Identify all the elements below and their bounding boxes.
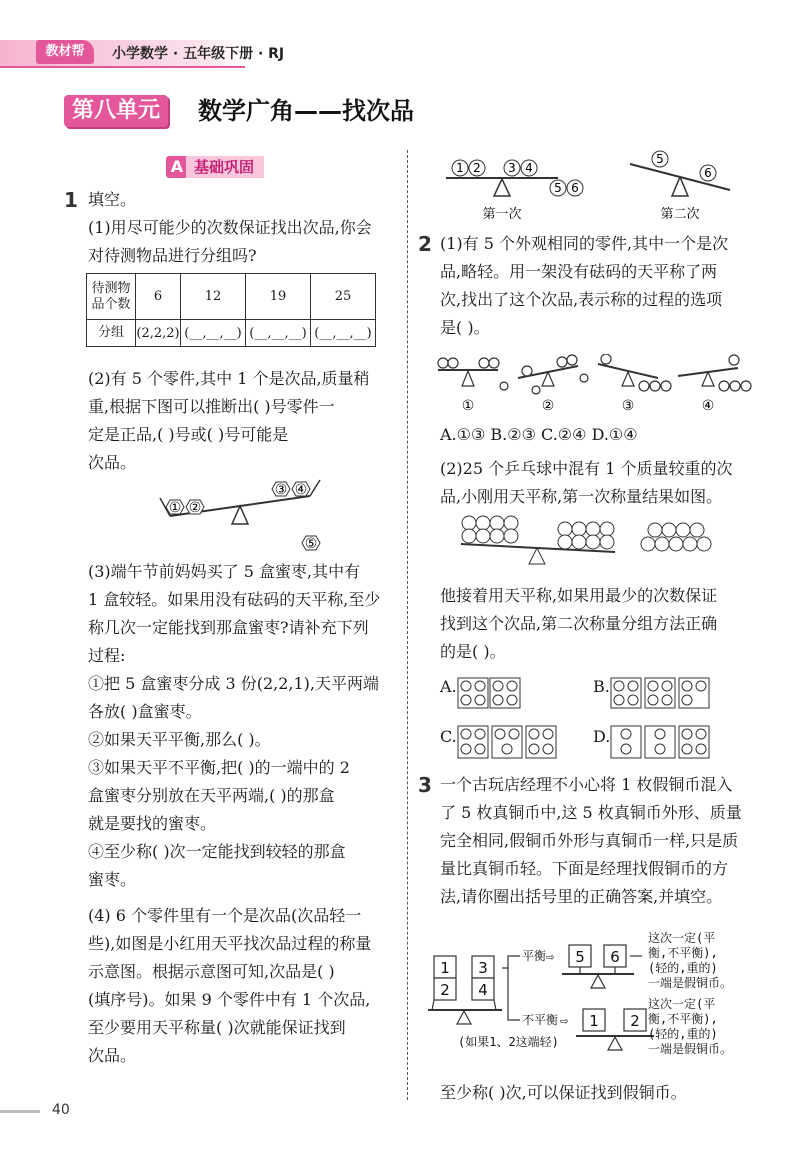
table-cell: 19: [246, 274, 311, 320]
svg-text:衡,不平衡),: 衡,不平衡),: [648, 946, 718, 960]
svg-text:3: 3: [508, 161, 516, 175]
q2-part2: [440, 459, 732, 507]
text-line: 次品。: [88, 1046, 137, 1065]
table-cell: (2,2,2): [136, 320, 181, 347]
text-line: 了 5 枚真铜币中,这 5 枚真铜币外形、质量: [440, 803, 742, 822]
balanced-label: 平衡: [522, 949, 547, 963]
q2-part3: [440, 586, 717, 662]
svg-text:1: 1: [440, 959, 450, 977]
unbalanced-label: 不平衡: [522, 1013, 559, 1027]
text-line: (3)端午节前妈妈买了 5 盒蜜枣,其中有: [88, 562, 361, 581]
hexagon-balance-figure: [150, 478, 330, 558]
weighing-diagram: [440, 150, 760, 225]
q1-part1: [88, 218, 372, 266]
q1-title: 填空。: [88, 190, 137, 209]
scale-4: [678, 355, 751, 391]
coin-flow-diagram: [428, 930, 768, 1075]
svg-text:6: 6: [610, 948, 620, 966]
section-label: 基础巩固: [186, 156, 264, 178]
svg-text:一端是假铜币。: 一端是假铜币。: [648, 976, 733, 990]
table-head-line: 待测物: [91, 280, 131, 296]
text-line: 次,找出了这个次品,表示称的过程的选项: [440, 290, 723, 309]
svg-text:6: 6: [571, 181, 579, 195]
q3-number: 3: [418, 773, 432, 797]
first-label: 第一次: [482, 207, 522, 222]
table-cell: 25: [311, 274, 376, 320]
hex-part-5: [302, 536, 320, 552]
svg-text:⇨: ⇨: [560, 1013, 569, 1029]
text-line: (1)有 5 个外观相同的零件,其中一个是次: [440, 234, 729, 253]
text-line: ④至少称( )次一定能找到较轻的那盒: [88, 842, 346, 861]
svg-text:衡,不平衡),: 衡,不平衡),: [648, 1012, 718, 1026]
option-b: [611, 678, 709, 708]
svg-text:①: ①: [168, 500, 182, 516]
option-d-letter: D.: [593, 727, 611, 746]
section-letter: A: [166, 156, 188, 178]
svg-text:4: 4: [478, 981, 488, 999]
table-head-count: [87, 274, 136, 320]
text-line: (填序号)。如果 9 个零件中有 1 个次品,: [88, 990, 371, 1009]
text-line: 找到这个次品,第二次称量分组方法正确: [440, 614, 718, 633]
text-line: 盒蜜枣分别放在天平两端,( )的那盒: [88, 786, 335, 805]
text-line: 1 盒较轻。如果用没有砝码的天平称,至少: [88, 590, 381, 609]
text-line: 各放( )盒蜜枣。: [88, 702, 202, 721]
svg-text:5: 5: [656, 152, 664, 166]
text-line: 对待测物品进行分组吗?: [88, 246, 257, 265]
text-line: 就是要找的蜜枣。: [88, 814, 217, 833]
svg-text:(轻的,重的): (轻的,重的): [648, 961, 718, 975]
text-line: 完全相同,假铜币外形与真铜币一样,只是质: [440, 831, 739, 850]
svg-text:3: 3: [478, 959, 488, 977]
scale-1: [438, 358, 508, 390]
text-line: (2)有 5 个零件,其中 1 个是次品,质量稍: [88, 369, 370, 388]
text-line: 量比真铜币轻。下面是经理找假铜币的方: [440, 859, 729, 878]
svg-text:4: 4: [525, 161, 533, 175]
text-line: 的是( )。: [440, 642, 506, 661]
if-lighter-label: (如果1、2这端轻): [458, 1035, 559, 1049]
svg-text:⑤: ⑤: [304, 536, 318, 552]
page-number: 40: [52, 1102, 70, 1118]
text-line: ③如果天平不平衡,把( )的一端中的 2: [88, 758, 350, 777]
q1-number: 1: [64, 188, 78, 212]
svg-text:④: ④: [294, 482, 308, 498]
text-line: 是( )。: [440, 318, 490, 337]
hex-part-2: [186, 500, 204, 516]
scale-2: [518, 355, 588, 394]
svg-text:②: ②: [188, 500, 202, 516]
table-cell: (__,__,__): [246, 320, 311, 347]
text-line: 至少要用天平称量( )次就能保证找到: [88, 1018, 346, 1037]
q2-options-1: A.①③ B.②③ C.②④ D.①④: [440, 425, 638, 444]
svg-text:5: 5: [575, 948, 585, 966]
svg-text:这次一定(平: 这次一定(平: [648, 997, 716, 1011]
svg-text:1: 1: [589, 1012, 599, 1030]
svg-text:2: 2: [473, 161, 481, 175]
svg-text:⇨: ⇨: [546, 949, 555, 965]
scale-options: [434, 354, 754, 416]
svg-text:③: ③: [621, 398, 635, 414]
footer-bar: [0, 1110, 40, 1113]
option-a-letter: A.: [440, 677, 457, 696]
svg-text:②: ②: [541, 398, 555, 414]
text-line: 品,略轻。用一架没有砝码的天平称了两: [440, 262, 718, 281]
q1-part3: [88, 562, 380, 890]
text-line: (1)用尽可能少的次数保证找出次品,你会: [88, 218, 372, 237]
unit-badge: 第八单元: [64, 95, 168, 127]
second-label: 第二次: [660, 207, 700, 222]
section-a-header: [166, 156, 264, 178]
q2-number: 2: [418, 232, 432, 256]
scale-3: [598, 354, 671, 391]
text-line: 品,小刚用天平称,第一次称量结果如图。: [440, 487, 723, 506]
hex-part-3: [272, 482, 290, 498]
option-a: [458, 678, 520, 708]
svg-text:6: 6: [704, 166, 712, 180]
table-cell: (__,__,__): [311, 320, 376, 347]
svg-text:一端是假铜币。: 一端是假铜币。: [648, 1042, 733, 1056]
svg-text:2: 2: [630, 1012, 640, 1030]
svg-text:(轻的,重的): (轻的,重的): [648, 1027, 718, 1041]
text-line: 蜜枣。: [88, 870, 137, 889]
table-head-line: 品个数: [91, 296, 131, 312]
option-d: [611, 726, 709, 758]
header-subtitle: 小学数学 · 五年级下册 · RJ: [112, 46, 285, 62]
svg-text:2: 2: [440, 981, 450, 999]
svg-text:5: 5: [554, 181, 562, 195]
table-cell: (__,__,__): [181, 320, 246, 347]
text-line: 重,根据下图可以推断出( )号零件一: [88, 397, 335, 416]
option-c: [458, 726, 556, 758]
q1-part4: [88, 906, 371, 1066]
text-line: (4) 6 个零件里有一个是次品(次品轻一: [88, 906, 362, 925]
first-balance: [446, 160, 583, 222]
second-balance: [630, 151, 730, 222]
text-line: ②如果天平平衡,那么( )。: [88, 730, 271, 749]
text-line: 示意图。根据示意图可知,次品是( ): [88, 962, 335, 981]
text-line: 一个古玩店经理不小心将 1 枚假铜币混入: [440, 775, 733, 794]
text-line: 他接着用天平称,如果用最少的次数保证: [440, 586, 718, 605]
table-head-group: 分组: [87, 320, 136, 347]
text-line: 次品。: [88, 453, 137, 472]
table-cell: 6: [136, 274, 181, 320]
option-b-letter: B.: [593, 677, 610, 696]
text-line: 定是正品,( )号或( )号可能是: [88, 425, 289, 444]
q3-text: [440, 775, 742, 907]
svg-text:①: ①: [461, 398, 475, 414]
text-line: 些),如图是小红用天平找次品过程的称量: [88, 934, 372, 953]
svg-text:④: ④: [701, 398, 715, 414]
text-line: 称几次一定能找到那盒蜜枣?请补充下列: [88, 618, 369, 637]
svg-text:1: 1: [456, 161, 464, 175]
grouping-table: [86, 273, 376, 347]
table-cell: 12: [181, 274, 246, 320]
q2-part1: [440, 234, 728, 338]
q3-final: 至少称( )次,可以保证找到假铜币。: [440, 1083, 687, 1102]
column-divider: [407, 150, 408, 1100]
text-line: 法,请你圈出括号里的正确答案,并填空。: [440, 887, 723, 906]
header-tag: 教材帮: [36, 40, 94, 64]
svg-text:这次一定(平: 这次一定(平: [648, 931, 716, 945]
svg-text:③: ③: [274, 482, 288, 498]
text-line: 过程:: [88, 646, 126, 665]
text-line: ①把 5 盒蜜枣分成 3 份(2,2,1),天平两端: [88, 674, 379, 693]
q1-part2: [88, 369, 370, 473]
option-c-letter: C.: [440, 727, 457, 746]
text-line: (2)25 个乒乓球中混有 1 个质量较重的次: [440, 459, 733, 478]
option-groupings: [456, 676, 766, 766]
unit-title: 数学广角——找次品: [198, 97, 414, 125]
pingpong-balance-figure: [455, 512, 765, 572]
